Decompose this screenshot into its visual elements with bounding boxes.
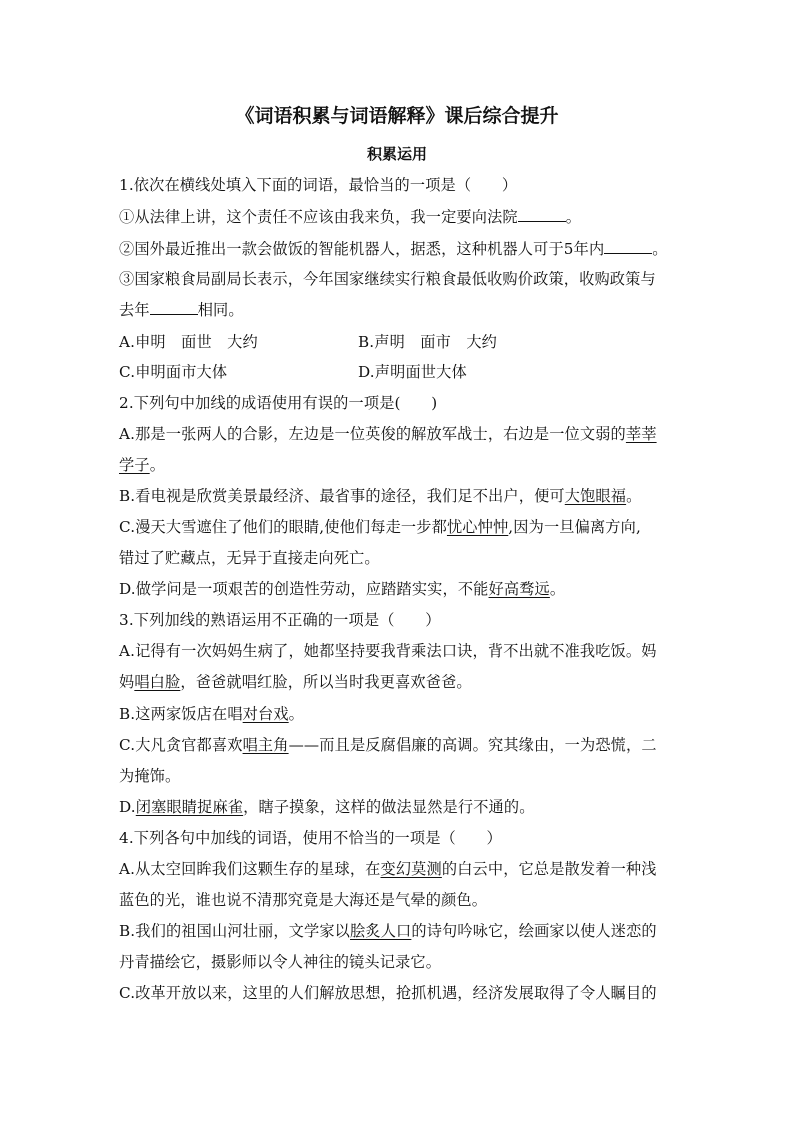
q1-s3-text: 去年 (119, 301, 150, 319)
q3-option-a-line1: A.记得有一次妈妈生病了，她都坚持要我背乘法口诀，背不出就不准我吃饭。妈 (119, 642, 657, 660)
q2-d-underlined: 好高骛远 (488, 580, 550, 598)
q2-option-a-line2 (119, 454, 165, 476)
q2-option-b (119, 485, 641, 507)
q1-option-d: D.声明面世大体 (358, 363, 467, 381)
q3-b-end: 。 (288, 705, 305, 723)
q1-sentence-1 (119, 205, 581, 228)
q3-a-text: 妈 (119, 673, 135, 691)
page-title: 《词语积累与词语解释》课后综合提升 (235, 105, 559, 127)
q2-d-text: D.做学问是一项艰苦的创造性劳动，应踏踏实实，不能 (119, 580, 489, 598)
q2-b-underlined: 大饱眼福 (564, 487, 627, 505)
q4-option-c-line1: C.改革开放以来，这里的人们解放思想，抢抓机遇，经济发展取得了令人瞩目的 (119, 984, 657, 1002)
q2-option-c-line2: 错过了贮藏点，无异于直接走向死亡。 (119, 549, 380, 567)
q3-option-d (119, 796, 535, 818)
q2-c-underlined: 忧心忡忡 (446, 518, 509, 536)
q3-c-text: C.大凡贪官都喜欢 (119, 736, 243, 754)
q1-s3-blank (150, 298, 198, 315)
q3-a-underlined: 唱白脸 (134, 673, 181, 691)
section-heading: 积累运用 (366, 145, 427, 163)
q3-b-text: B.这两家饭店在唱 (119, 705, 243, 723)
q4-option-b-line1 (119, 920, 657, 942)
q4-b-text: B.我们的祖国山河壮丽，文学家以 (119, 922, 351, 940)
q4-option-a-line2: 蓝色的光，谁也说不清那究竟是大海还是气晕的颜色。 (119, 891, 488, 909)
q1-s2-end: 。 (652, 240, 668, 258)
q2-b-text: B.看电视是欣赏美景最经济、最省事的途径，我们足不出户，便可 (119, 487, 565, 505)
q3-b-underlined: 对台戏 (242, 705, 289, 723)
q2-a-text: A.那是一张两人的合影，左边是一位英俊的解放军战士，右边是一位文弱的 (119, 425, 626, 443)
q3-option-c-line1 (119, 734, 657, 756)
q4-a-underlined: 变幻莫测 (380, 860, 442, 878)
q2-option-a-line1 (119, 423, 657, 445)
q1-option-a: A.申明 面世 大约 (119, 333, 258, 351)
q1-sentence-3-line1: ③国家粮食局副局长表示，今年国家继续实行粮食最低收购价政策，收购政策与 (119, 270, 656, 288)
q2-a-underlined-1: 莘莘 (625, 425, 657, 443)
q3-option-a-line2 (119, 671, 472, 693)
q1-s2-blank (604, 237, 652, 254)
q4-a-end: 的白云中，它总是散发着一种浅 (441, 860, 657, 878)
q3-c-underlined: 唱主角 (242, 736, 289, 754)
q2-c-text: C.漫天大雪遮住了他们的眼睛,使他们每走一步都 (119, 518, 447, 536)
q4-b-underlined: 脍炙人口 (350, 922, 412, 940)
q2-a-underlined-2: 学子 (119, 456, 150, 474)
q1-s1-end: 。 (565, 208, 582, 226)
q2-a-end: 。 (149, 456, 166, 474)
q3-d-text: D. (119, 798, 136, 816)
q1-option-c: C.申明面市大体 (119, 363, 228, 381)
q2-stem: 2.下列句中加线的成语使用有误的一项是( ) (119, 394, 438, 412)
q1-sentence-2 (119, 237, 668, 260)
q3-stem: 3.下列加线的熟语运用不正确的一项是（ ） (119, 611, 441, 629)
q3-option-b (119, 703, 304, 725)
q2-option-d (119, 578, 565, 600)
q1-s1-blank (518, 205, 566, 222)
q2-c-end: ,因为一旦偏离方向, (508, 518, 641, 536)
q1-s2-text: ②国外最近推出一款会做饭的智能机器人，据悉，这种机器人可于5年内 (119, 240, 605, 258)
q4-stem: 4.下列各句中加线的词语，使用不恰当的一项是（ ） (119, 829, 502, 847)
q4-b-end: 的诗句吟咏它，绘画家以使人迷恋的 (411, 922, 657, 940)
q1-s1-text: ①从法律上讲，这个责任不应该由我来负，我一定要向法院 (119, 208, 518, 226)
q2-b-end: 。 (626, 487, 642, 505)
q4-option-b-line2: 丹青描绘它，摄影师以令人神往的镜头记录它。 (119, 953, 442, 971)
q3-d-end: ，瞎子摸象，这样的做法显然是行不通的。 (243, 798, 535, 816)
q3-c-end: ——而且是反腐倡廉的高调。究其缘由，一为恐慌，二 (288, 736, 657, 754)
q1-sentence-3-line2 (119, 298, 244, 321)
q4-option-a-line1 (119, 858, 657, 880)
q1-option-b: B.声明 面市 大约 (358, 333, 497, 351)
q1-stem: 1.依次在横线处填入下面的词语，最恰当的一项是（ ） (119, 176, 518, 194)
q4-a-text: A.从太空回眸我们这颗生存的星球，在 (119, 860, 381, 878)
q1-s3-end: 相同。 (197, 301, 244, 319)
q3-d-underlined: 闭塞眼睛捉麻雀 (135, 798, 244, 816)
q2-d-end: 。 (549, 580, 566, 598)
q3-option-c-line2: 为掩饰。 (119, 767, 181, 785)
q3-a-end: ，爸爸就唱红脸，所以当时我更喜欢爸爸。 (180, 673, 472, 691)
q2-option-c-line1 (119, 516, 641, 538)
